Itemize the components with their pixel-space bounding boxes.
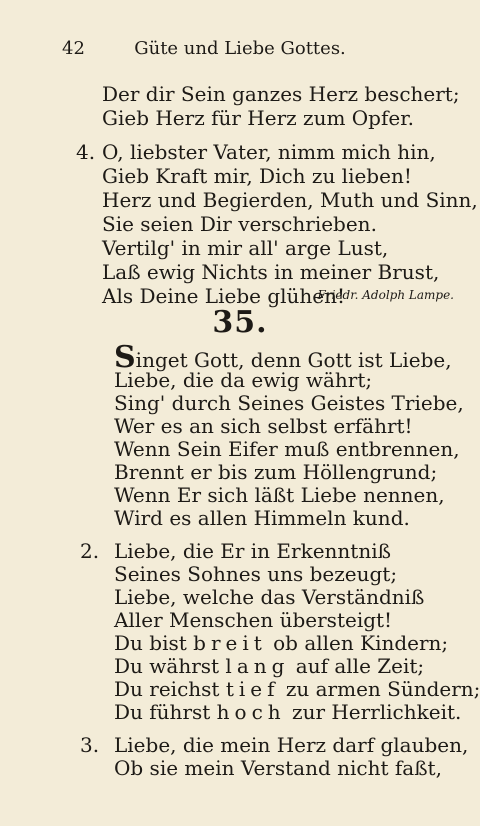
verse-line: Vertilg' in mir all' arge Lust, xyxy=(102,236,389,260)
stanza-number: 3. xyxy=(80,733,100,757)
stanza-number: 2. xyxy=(80,539,100,563)
emphasized-word: tief xyxy=(225,677,280,701)
emphasized-word: lang xyxy=(225,654,290,678)
verse-text: auf alle Zeit; xyxy=(289,654,425,678)
verse-line: Sie seien Dir verschrieben. xyxy=(102,212,377,236)
verse-text: ob allen Kindern; xyxy=(266,631,449,655)
verse-line: Laß ewig Nichts in meiner Brust, xyxy=(102,260,440,284)
emphasized-word: breit xyxy=(193,631,267,655)
verse-line: Liebe, die da ewig währt; xyxy=(114,368,373,392)
verse-line: Gieb Herz für Herz zum Opfer. xyxy=(102,106,414,130)
verse-line xyxy=(114,631,448,655)
verse-text: Du führst xyxy=(114,700,217,724)
verse-line: Wer es an sich selbst erfährt! xyxy=(114,414,413,438)
verse-line: Aller Menschen übersteigt! xyxy=(114,608,393,632)
verse-line xyxy=(114,654,424,678)
verse-line xyxy=(114,677,480,701)
running-title: Güte und Liebe Gottes. xyxy=(134,38,346,59)
verse-line xyxy=(114,700,461,724)
verse-line: Wenn Er sich läßt Liebe nennen, xyxy=(114,483,445,507)
verse-line: Herz und Begierden, Muth und Sinn, xyxy=(102,188,478,212)
verse-text: zu armen Sündern; xyxy=(279,677,480,701)
page-header xyxy=(0,38,480,62)
verse-text: Du reichst xyxy=(114,677,226,701)
verse-text: Du bist xyxy=(114,631,194,655)
verse-line: Wird es allen Himmeln kund. xyxy=(114,506,410,530)
verse-line: Seines Sohnes uns bezeugt; xyxy=(114,562,398,586)
attribution: Friedr. Adolph Lampe. xyxy=(317,288,454,302)
stanza-number: 4. xyxy=(76,140,96,164)
emphasized-word: hoch xyxy=(216,700,286,724)
verse-line: Ob sie mein Verstand nicht faßt, xyxy=(114,756,442,780)
verse-line: Gieb Kraft mir, Dich zu lieben! xyxy=(102,164,412,188)
verse-line: Liebe, die Er in Erkenntniß xyxy=(114,539,391,563)
verse-text: inget Gott, denn Gott ist Liebe, xyxy=(135,348,452,372)
verse-line: Liebe, die mein Herz darf glauben, xyxy=(114,733,469,757)
verse-line: Der dir Sein ganzes Herz beschert; xyxy=(102,82,460,106)
verse-line: Wenn Sein Eifer muß entbrennen, xyxy=(114,437,460,461)
verse-line: O, liebster Vater, nimm mich hin, xyxy=(102,140,436,164)
verse-line: Liebe, welche das Verständniß xyxy=(114,585,425,609)
hymn-number: 35. xyxy=(212,305,268,340)
verse-text: zur Herrlichkeit. xyxy=(285,700,462,724)
verse-line: Als Deine Liebe glühen! xyxy=(102,284,346,308)
verse-line: Sing' durch Seines Geistes Triebe, xyxy=(114,391,464,415)
page-number: 42 xyxy=(62,38,85,59)
verse-text: Du währst xyxy=(114,654,226,678)
drop-cap: S xyxy=(114,340,136,375)
verse-line: Brennt er bis zum Höllengrund; xyxy=(114,460,438,484)
